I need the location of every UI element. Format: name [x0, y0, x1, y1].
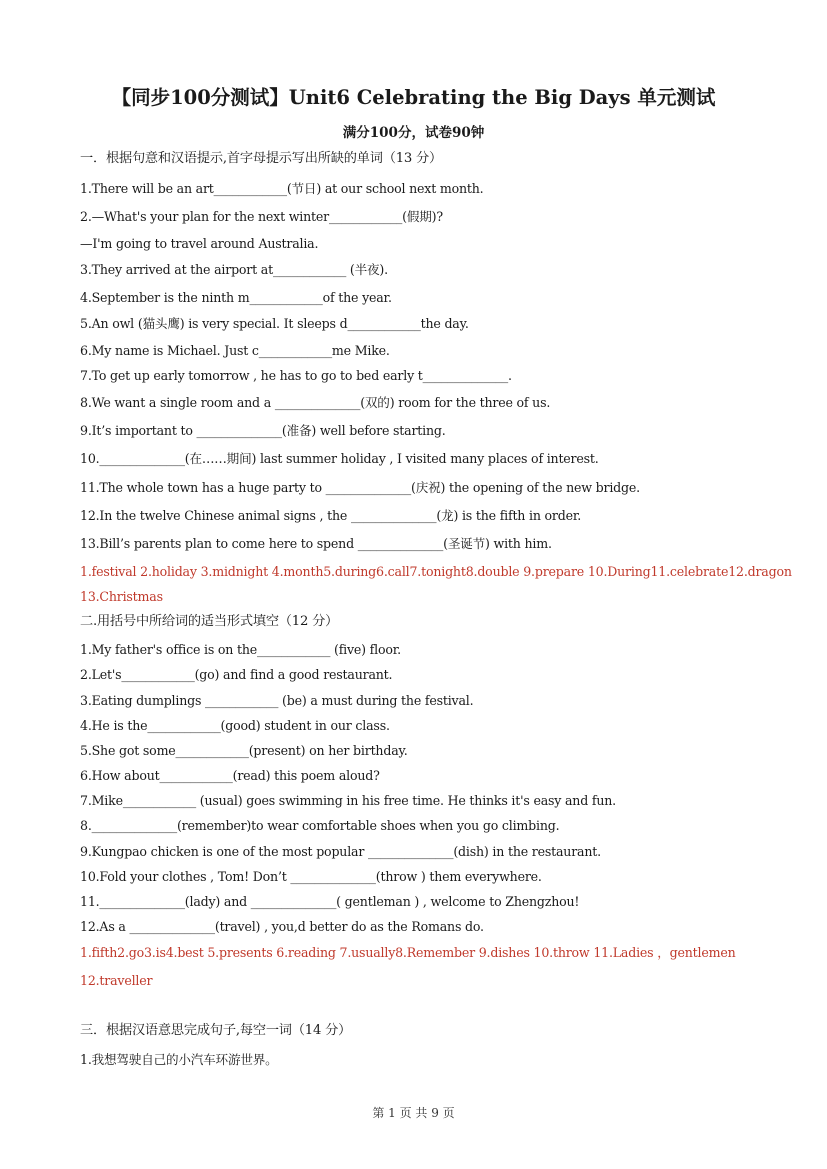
question-line: 6.My name is Michael. Just c____________me Mike.	[80, 343, 390, 358]
question-line: 7.Mike____________ (usual) goes swimming in his free time. He thinks it's easy and fun.	[80, 793, 616, 808]
question-line: 5.An owl (猫头鹰) is very special. It sleeps d____________the day.	[80, 316, 469, 331]
question-line: 3.Eating dumplings ____________ (be) a must during the festival.	[80, 693, 474, 708]
question-line: 1.我想驾驶自己的小汽车环游世界。	[80, 1052, 278, 1067]
section2-heading: 二.用括号中所给词的适当形式填空（12 分）	[80, 614, 339, 629]
question-line: 4.September is the ninth m____________of the year.	[80, 290, 392, 305]
question-line: 1.My father's office is on the____________ (five) floor.	[80, 642, 401, 657]
question-line: 5.She got some____________(present) on her birthday.	[80, 743, 408, 758]
question-line: —I'm going to travel around Australia.	[80, 236, 319, 251]
question-line: 4.He is the____________(good) student in our class.	[80, 718, 390, 733]
question-line: 10.Fold your clothes , Tom! Don’t ______________(throw ) them everywhere.	[80, 869, 542, 884]
section1-heading: 一．根据句意和汉语提示,首字母提示写出所缺的单词（13 分）	[80, 151, 443, 166]
section3-heading: 三．根据汉语意思完成句子,每空一词（14 分）	[80, 1023, 352, 1038]
answer-key-line: 1.fifth2.go3.is4.best 5.presents 6.reading 7.usually8.Remember 9.dishes 10.throw 11.Ladies ，gentlemen	[80, 945, 736, 960]
question-line: 8.We want a single room and a ______________(双的) room for the three of us.	[80, 395, 551, 410]
question-line: 3.They arrived at the airport at____________ (半夜).	[80, 262, 388, 277]
question-line: 8.______________(remember)to wear comfortable shoes when you go climbing.	[80, 818, 560, 833]
page-footer: 第 1 页 共 9 页	[372, 1106, 455, 1120]
document-title: 【同步100分测试】Unit6 Celebrating the Big Days 单元测试	[111, 86, 716, 109]
question-line: 9.It’s important to ______________(准备) well before starting.	[80, 423, 446, 438]
question-line: 7.To get up early tomorrow , he has to go to bed early t______________.	[80, 368, 512, 383]
question-line: 11.The whole town has a huge party to ______________(庆祝) the opening of the new bridge.	[80, 480, 640, 495]
answer-key-line: 1.festival 2.holiday 3.midnight 4.month5.during6.call7.tonight8.double 9.prepare 10.During11.celebrate12.dragon	[80, 564, 792, 579]
question-line: 6.How about____________(read) this poem aloud?	[80, 768, 380, 783]
question-line: 12.In the twelve Chinese animal signs , the ______________(龙) is the fifth in order.	[80, 508, 582, 523]
question-line: 11.______________(lady) and ______________( gentleman ) , welcome to Zhengzhou!	[80, 894, 580, 909]
document-subtitle: 满分100分，试卷90钟	[342, 125, 485, 141]
question-line: 2.—What's your plan for the next winter____________(假期)?	[80, 209, 443, 224]
question-line: 2.Let's____________(go) and find a good restaurant.	[80, 667, 393, 682]
question-line: 9.Kungpao chicken is one of the most popular ______________(dish) in the restaurant.	[80, 844, 601, 859]
answer-key-line: 12.traveller	[80, 973, 153, 988]
question-line: 12.As a ______________(travel) , you,d better do as the Romans do.	[80, 919, 484, 934]
question-line: 1.There will be an art____________(节日) at our school next month.	[80, 181, 484, 196]
answer-key-line: 13.Christmas	[80, 589, 163, 604]
question-line: 10.______________(在……期间) last summer holiday , I visited many places of interest.	[80, 451, 599, 466]
question-line: 13.Bill’s parents plan to come here to spend ______________(圣诞节) with him.	[80, 536, 552, 551]
